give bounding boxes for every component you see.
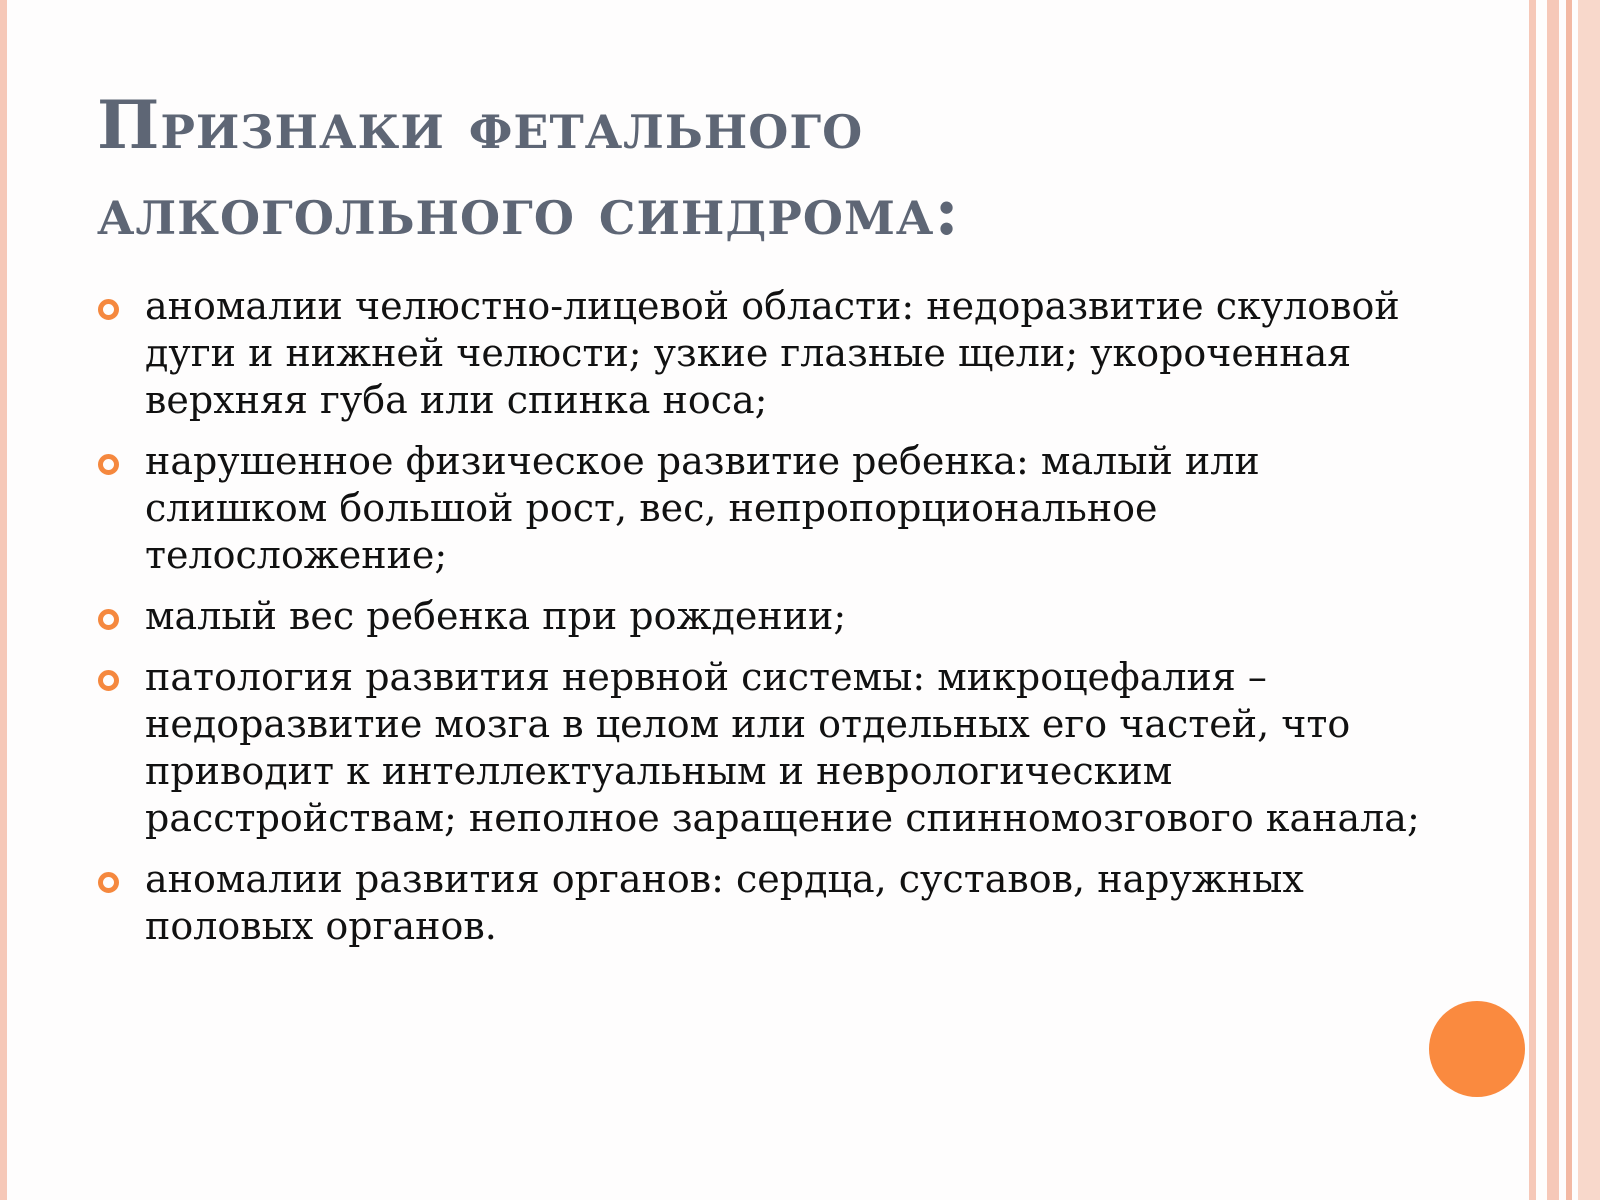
- bullet-item: [98, 593, 1438, 640]
- bullet-text: аномалии развития органов: сердца, суставов, наружных половых органов.: [145, 857, 1304, 948]
- bullet-text: малый вес ребенка при рождении;: [145, 594, 847, 638]
- slide-title-line-1: Признаки фетального: [97, 86, 864, 164]
- ring-bullet-icon: [98, 609, 119, 630]
- slide-title: [97, 82, 1457, 254]
- right-border-stripe: [1547, 0, 1559, 1200]
- ring-bullet-icon: [98, 872, 119, 893]
- bullet-text: аномалии челюстно-лицевой области: недоразвитие скуловой дуги и нижней челюсти; узкие глазные щели; укороченная верхняя губа или спинка носа;: [145, 284, 1400, 422]
- slide-title-line-2: алкогольного синдрома:: [97, 172, 960, 250]
- bullet-item: [98, 856, 1438, 950]
- bullet-item: [98, 654, 1438, 842]
- decorative-circle-icon: [1429, 1001, 1525, 1097]
- bullet-text: нарушенное физическое развитие ребенка: малый или слишком большой рост, вес, непропорциональное телосложение;: [145, 439, 1260, 577]
- bullet-item: [98, 283, 1438, 424]
- ring-bullet-icon: [98, 299, 119, 320]
- bullet-item: [98, 438, 1438, 579]
- right-border-stripe: [1566, 0, 1572, 1200]
- bullet-list: [98, 283, 1438, 964]
- bullet-text: патология развития нервной системы: микроцефалия – недоразвитие мозга в целом или отдельных его частей, что приводит к интеллектуальным и неврологическим расстройствам; неполное заращение спинномозгового канала;: [145, 655, 1420, 840]
- left-border-stripe: [0, 0, 7, 1200]
- ring-bullet-icon: [98, 670, 119, 691]
- right-border-stripe: [1578, 0, 1600, 1200]
- ring-bullet-icon: [98, 454, 119, 475]
- right-border-stripe: [1529, 0, 1536, 1200]
